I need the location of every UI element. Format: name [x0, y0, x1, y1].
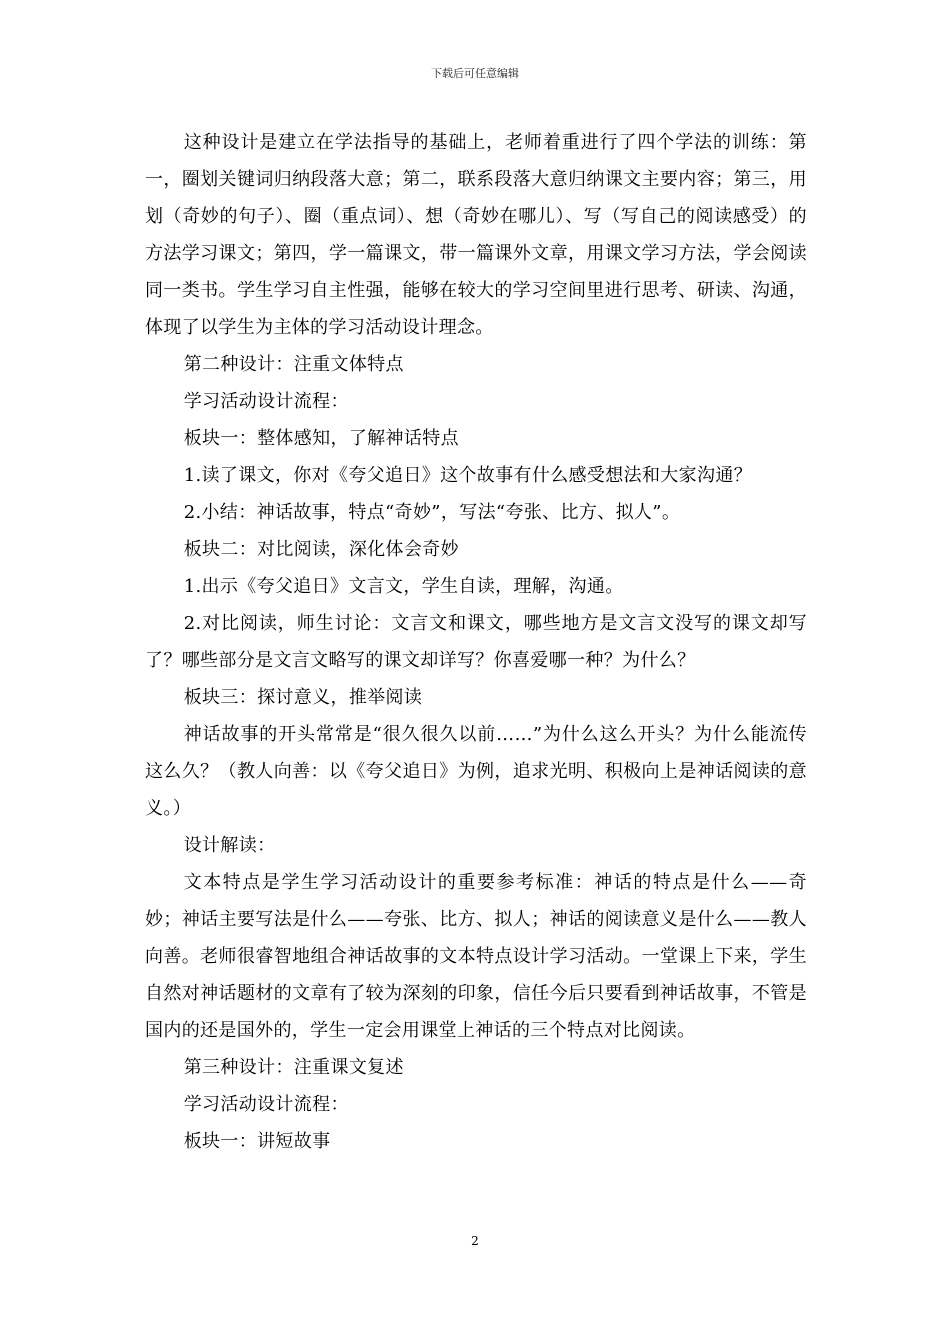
document-body — [145, 124, 807, 1160]
paragraph: 这种设计是建立在学法指导的基础上，老师着重进行了四个学法的训练：第一，圈划关键词归纳段落大意；第二，联系段落大意归纳课文主要内容；第三，用划（奇妙的句子）、圈（重点词）、想（奇妙在哪儿）、写（写自己的阅读感受）的方法学习课文；第四，学一篇课文，带一篇课外文章，用课文学习方法，学会阅读同一类书。学生学习自主性强，能够在较大的学习空间里进行思考、研读、沟通，体现了以学生为主体的学习活动设计理念。 — [145, 132, 807, 338]
page-header: 下载后可任意编辑 — [431, 67, 519, 80]
list-item: 1.出示《夸父追日》文言文，学生自读，理解，沟通。 — [183, 576, 624, 597]
block-heading: 板块一：整体感知，了解神话特点 — [183, 428, 459, 449]
block-heading: 板块三：探讨意义，推举阅读 — [183, 687, 423, 708]
subheading: 设计解读： — [183, 835, 276, 856]
subheading: 学习活动设计流程： — [183, 1094, 349, 1115]
paragraph: 神话故事的开头常常是“很久很久以前……”为什么这么开头？为什么能流传这么久？（教人向善：以《夸父追日》为例，追求光明、积极向上是神话阅读的意义。） — [145, 724, 807, 819]
page-number: 2 — [471, 1234, 479, 1248]
block-heading: 板块一：讲短故事 — [183, 1131, 331, 1152]
block-heading: 板块二：对比阅读，深化体会奇妙 — [183, 539, 459, 560]
list-item: 1.读了课文，你对《夸父追日》这个故事有什么感受想法和大家沟通？ — [183, 465, 753, 486]
list-item: 2.对比阅读，师生讨论：文言文和课文，哪些地方是文言文没写的课文却写了？哪些部分是文言文略写的课文却详写？你喜爱哪一种？为什么？ — [145, 613, 807, 671]
list-item: 2.小结：神话故事，特点“奇妙”，写法“夸张、比方、拟人”。 — [183, 502, 681, 523]
paragraph: 文本特点是学生学习活动设计的重要参考标准：神话的特点是什么——奇妙；神话主要写法是什么——夸张、比方、拟人；神话的阅读意义是什么——教人向善。老师很睿智地组合神话故事的文本特点设计学习活动。一堂课上下来，学生自然对神话题材的文章有了较为深刻的印象，信任今后只要看到神话故事，不管是国内的还是国外的，学生一定会用课堂上神话的三个特点对比阅读。 — [145, 872, 807, 1041]
section-heading: 第三种设计：注重课文复述 — [183, 1057, 404, 1078]
section-heading: 第二种设计：注重文体特点 — [183, 354, 404, 375]
subheading: 学习活动设计流程： — [183, 391, 349, 412]
